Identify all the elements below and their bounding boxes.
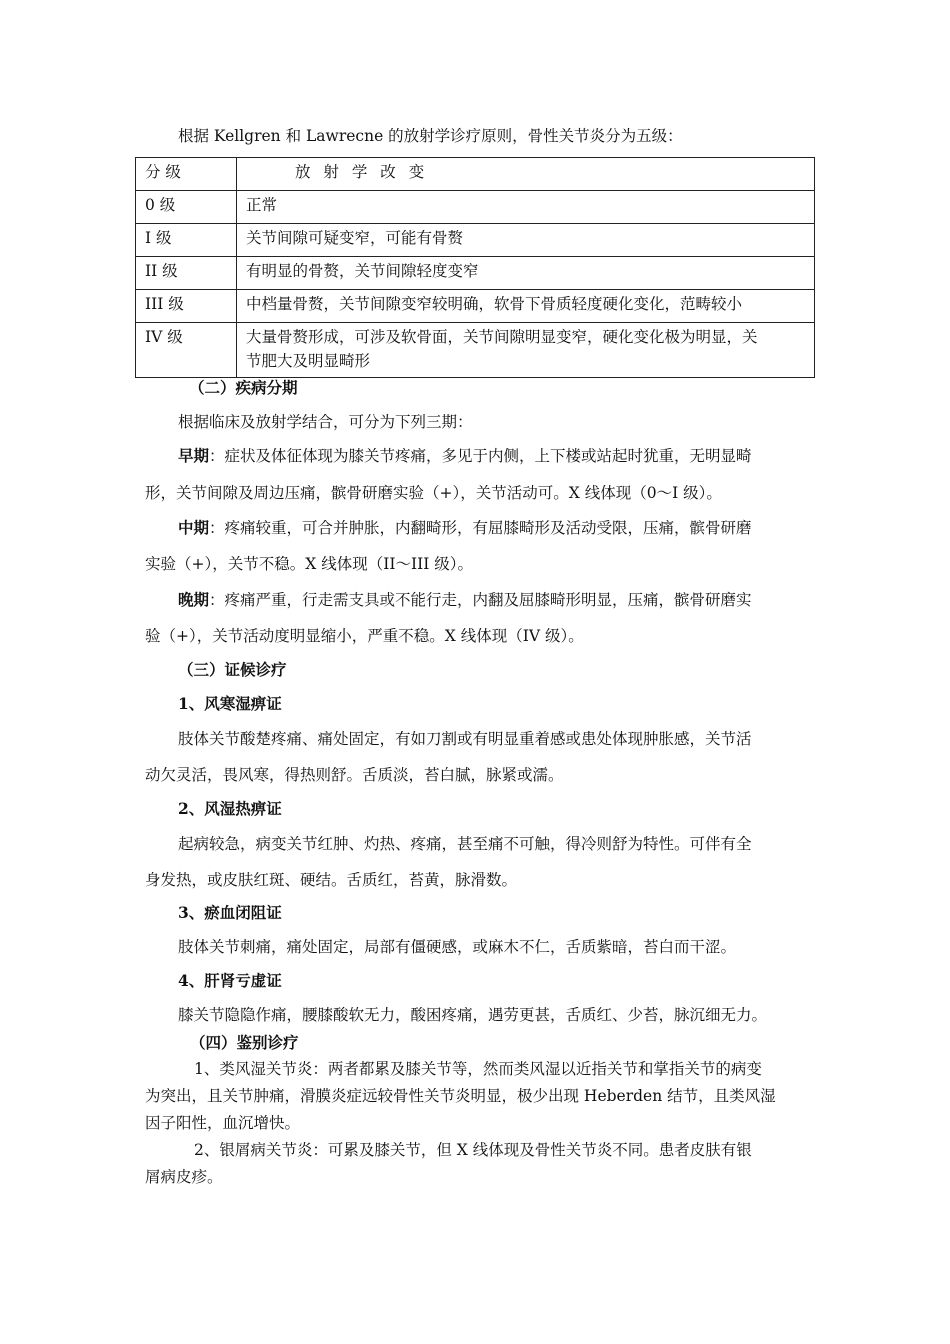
early-stage-line-2: 形，关节间隙及周边压痛，髌骨研磨实验（+），关节活动可。X 线体现（0～I 级）。: [145, 484, 722, 502]
staging-intro: 根据临床及放射学结合，可分为下列三期：: [178, 413, 473, 431]
syndrome-1-title: 1、风寒湿痹证: [178, 694, 282, 713]
middle-stage-text: ：疼痛较重，可合并肿胀，内翻畸形，有屈膝畸形及活动受限，压痛，髌骨研磨: [209, 519, 752, 537]
change-line: 节肥大及明显畸形: [246, 352, 371, 370]
differential-1-line-1: 1、类风湿关节炎：两者都累及膝关节等，然而类风湿以近指关节和掌指关节的病变: [194, 1060, 762, 1078]
grade-cell: I 级: [136, 224, 237, 257]
syndrome-heading: （三）证候诊疗: [178, 660, 287, 679]
table-row: [136, 191, 815, 224]
change-cell: [237, 323, 815, 378]
middle-stage-line-2: 实验（+），关节不稳。X 线体现（II～III 级）。: [145, 555, 473, 573]
staging-heading: （二）疾病分期: [189, 378, 298, 397]
table-row: [136, 224, 815, 257]
syndrome-1-line-2: 动欠灵活，畏风寒，得热则舒。舌质淡，苔白腻，脉紧或濡。: [145, 766, 564, 784]
late-stage-label: 晚期: [178, 590, 210, 609]
early-stage-line: [178, 446, 752, 466]
grade-cell: II 级: [136, 257, 237, 290]
header-grade: 分 级: [136, 158, 237, 191]
grade-table: [135, 157, 815, 378]
early-stage-text: ：症状及体征体现为膝关节疼痛，多见于内侧，上下楼或站起时犹重，无明显畸: [209, 447, 752, 465]
table-row: [136, 323, 815, 378]
grade-cell: IV 级: [136, 323, 237, 378]
intro-text: 根据 Kellgren 和 Lawrecne 的放射学诊疗原则，骨性关节炎分为五级：: [178, 127, 683, 145]
differential-1-line-2: 为突出，且关节肿痛，滑膜炎症远较骨性关节炎明显，极少出现 Heberden 结节，且类风湿: [145, 1087, 776, 1105]
middle-stage-label: 中期: [178, 518, 210, 537]
late-stage-line: [178, 590, 752, 610]
grade-cell: III 级: [136, 290, 237, 323]
change-cell: 正常: [237, 191, 815, 224]
syndrome-4-title: 4、肝肾亏虚证: [178, 971, 282, 990]
syndrome-4-line-1: 膝关节隐隐作痛，腰膝酸软无力，酸困疼痛，遇劳更甚，舌质红、少苔，脉沉细无力。: [178, 1006, 768, 1024]
change-cell: 关节间隙可疑变窄，可能有骨赘: [237, 224, 815, 257]
table-row: [136, 257, 815, 290]
change-cell: 有明显的骨赘，关节间隙轻度变窄: [237, 257, 815, 290]
table-header-row: [136, 158, 815, 191]
syndrome-3-line-1: 肢体关节刺痛，痛处固定，局部有僵硬感，或麻木不仁，舌质紫暗，苔白而干涩。: [178, 938, 737, 956]
late-stage-text: ：疼痛严重，行走需支具或不能行走，内翻及屈膝畸形明显，压痛，髌骨研磨实: [209, 591, 752, 609]
table-row: [136, 290, 815, 323]
change-cell: 中档量骨赘，关节间隙变窄较明确，软骨下骨质轻度硬化变化，范畴较小: [237, 290, 815, 323]
differential-2-line-2: 屑病皮疹。: [145, 1168, 223, 1186]
differential-2-line-1: 2、银屑病关节炎：可累及膝关节，但 X 线体现及骨性关节炎不同。患者皮肤有银: [194, 1141, 752, 1159]
syndrome-2-line-2: 身发热，或皮肤红斑、硬结。舌质红，苔黄，脉滑数。: [145, 871, 518, 889]
late-stage-line-2: 验（+），关节活动度明显缩小，严重不稳。X 线体现（IV 级）。: [145, 627, 584, 645]
differential-1-line-3: 因子阳性，血沉增快。: [145, 1114, 301, 1132]
change-line: 大量骨赘形成，可涉及软骨面，关节间隙明显变窄，硬化变化极为明显，关: [246, 328, 758, 346]
syndrome-2-title: 2、风湿热痹证: [178, 799, 282, 818]
early-stage-label: 早期: [178, 446, 210, 465]
differential-heading: （四）鉴别诊疗: [190, 1033, 299, 1052]
syndrome-3-title: 3、瘀血闭阻证: [178, 903, 282, 922]
header-change: 放 射 学 改 变: [237, 158, 815, 191]
syndrome-2-line-1: 起病较急，病变关节红肿、灼热、疼痛，甚至痛不可触，得冷则舒为特性。可伴有全: [178, 835, 752, 853]
middle-stage-line: [178, 518, 752, 538]
syndrome-1-line-1: 肢体关节酸楚疼痛、痛处固定，有如刀割或有明显重着感或患处体现肿胀感，关节活: [178, 730, 752, 748]
grade-cell: 0 级: [136, 191, 237, 224]
